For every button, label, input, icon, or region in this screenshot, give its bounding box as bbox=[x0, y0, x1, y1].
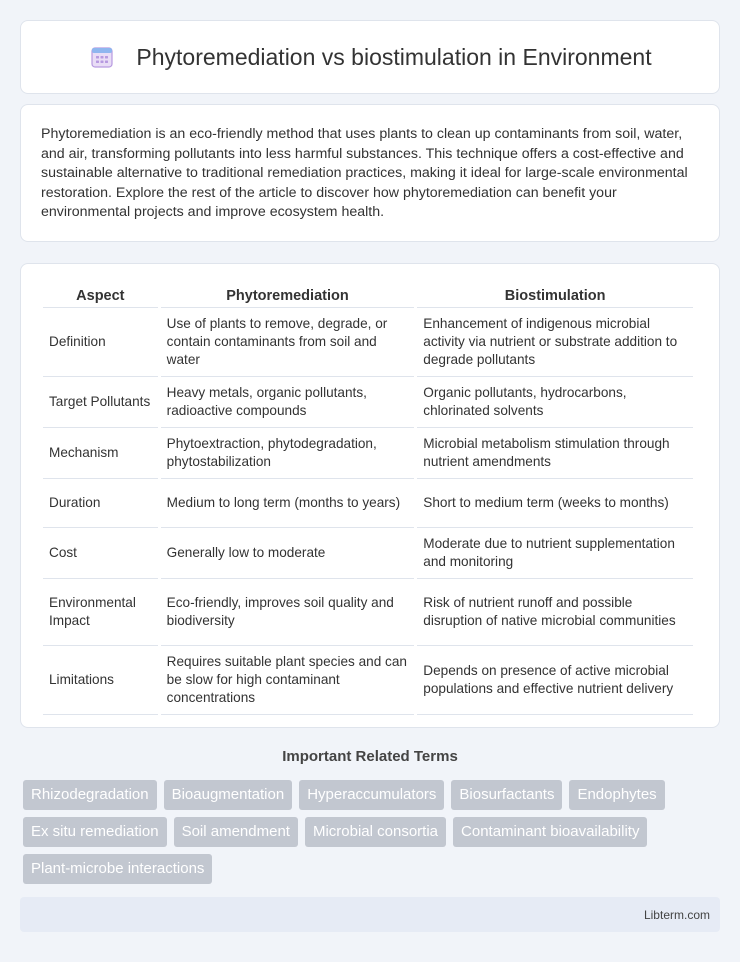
calendar-icon bbox=[88, 43, 116, 71]
table-cell-biostimulation: Depends on presence of active microbial populations and effective nutrient delivery bbox=[417, 646, 693, 715]
table-cell-biostimulation: Microbial metabolism stimulation through nutrient amendments bbox=[417, 428, 693, 479]
table-cell-phytoremediation: Use of plants to remove, degrade, or contain contaminants from soil and water bbox=[161, 308, 415, 377]
table-cell-phytoremediation: Phytoextraction, phytodegradation, phytostabilization bbox=[161, 428, 415, 479]
table-row bbox=[43, 646, 693, 715]
intro-paragraph: Phytoremediation is an eco-friendly method that uses plants to clean up contaminants from soil, water, and air, transforming pollutants into less harmful substances. This technique offers a cost-effective and sustainable alternative to traditional remediation practices, making it ideal for large-scale environmental restoration. Explore the rest of the article to discover how phytoremediation can benefit your environmental projects and improve ecosystem health. bbox=[41, 126, 688, 221]
comparison-table-card bbox=[20, 263, 720, 728]
related-terms-list bbox=[23, 780, 723, 884]
related-term-tag[interactable]: Biosurfactants bbox=[451, 780, 562, 810]
table-row bbox=[43, 428, 693, 479]
table-cell-biostimulation: Moderate due to nutrient supplementation and monitoring bbox=[417, 528, 693, 579]
table-cell-aspect: Environmental Impact bbox=[43, 579, 158, 646]
table-cell-aspect: Mechanism bbox=[43, 428, 158, 479]
related-term-tag[interactable]: Ex situ remediation bbox=[23, 817, 167, 847]
table-cell-biostimulation: Enhancement of indigenous microbial activity via nutrient or substrate addition to degrade pollutants bbox=[417, 308, 693, 377]
table-cell-aspect: Limitations bbox=[43, 646, 158, 715]
column-header-aspect: Aspect bbox=[43, 286, 158, 308]
header-card bbox=[20, 20, 720, 94]
related-terms-title: Important Related Terms bbox=[282, 748, 458, 765]
table-cell-aspect: Duration bbox=[43, 479, 158, 528]
table-cell-biostimulation: Organic pollutants, hydrocarbons, chlorinated solvents bbox=[417, 377, 693, 428]
table-row bbox=[43, 479, 693, 528]
table-cell-biostimulation: Risk of nutrient runoff and possible disruption of native microbial communities bbox=[417, 579, 693, 646]
table-cell-phytoremediation: Requires suitable plant species and can be slow for high contaminant concentrations bbox=[161, 646, 415, 715]
table-row bbox=[43, 528, 693, 579]
related-term-tag[interactable]: Contaminant bioavailability bbox=[453, 817, 647, 847]
table-header-row bbox=[43, 286, 693, 308]
related-term-tag[interactable]: Microbial consortia bbox=[305, 817, 446, 847]
table-row bbox=[43, 308, 693, 377]
table-cell-biostimulation: Short to medium term (weeks to months) bbox=[417, 479, 693, 528]
table-cell-phytoremediation: Eco-friendly, improves soil quality and biodiversity bbox=[161, 579, 415, 646]
table-cell-aspect: Definition bbox=[43, 308, 158, 377]
related-term-tag[interactable]: Soil amendment bbox=[174, 817, 298, 847]
page-title: Phytoremediation vs biostimulation in Environment bbox=[136, 43, 652, 70]
related-term-tag[interactable]: Rhizodegradation bbox=[23, 780, 157, 810]
table-cell-aspect: Target Pollutants bbox=[43, 377, 158, 428]
footer bbox=[20, 897, 720, 932]
intro-card bbox=[20, 104, 720, 242]
table-row bbox=[43, 377, 693, 428]
table-cell-phytoremediation: Generally low to moderate bbox=[161, 528, 415, 579]
related-term-tag[interactable]: Endophytes bbox=[569, 780, 664, 810]
table-row bbox=[43, 579, 693, 646]
related-term-tag[interactable]: Plant-microbe interactions bbox=[23, 854, 212, 884]
table-cell-aspect: Cost bbox=[43, 528, 158, 579]
related-term-tag[interactable]: Bioaugmentation bbox=[164, 780, 293, 810]
table-cell-phytoremediation: Medium to long term (months to years) bbox=[161, 479, 415, 528]
title-wrap bbox=[88, 43, 651, 71]
related-term-tag[interactable]: Hyperaccumulators bbox=[299, 780, 444, 810]
comparison-table bbox=[40, 286, 696, 715]
footer-site-link[interactable]: Libterm.com bbox=[643, 907, 710, 922]
table-cell-phytoremediation: Heavy metals, organic pollutants, radioactive compounds bbox=[161, 377, 415, 428]
column-header-biostimulation: Biostimulation bbox=[417, 286, 693, 308]
column-header-phytoremediation: Phytoremediation bbox=[161, 286, 415, 308]
